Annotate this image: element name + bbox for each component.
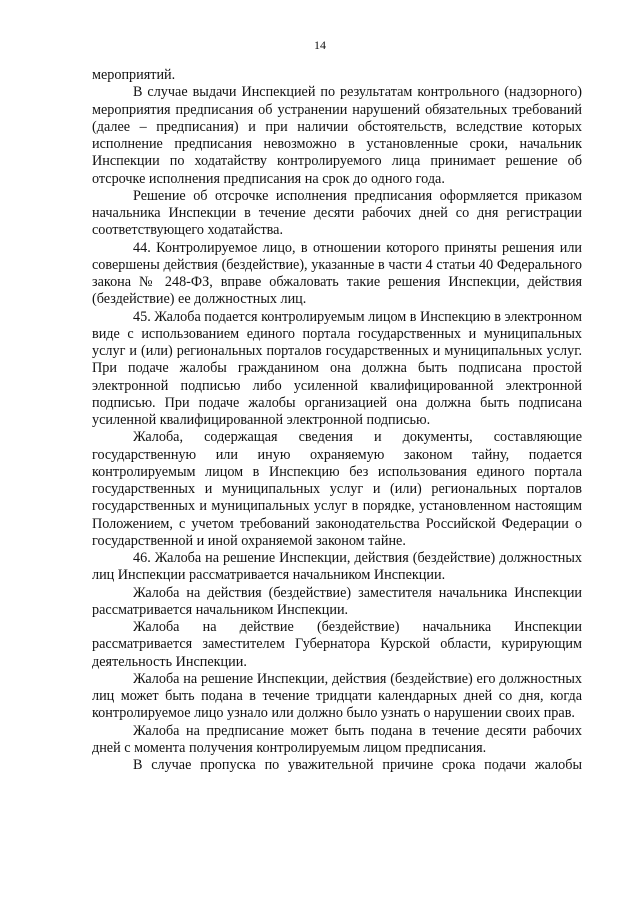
paragraph-prescription-complaint: Жалоба на предписание может быть подана в течение десяти рабочих дней с момента получения контролируемым лицом предписания. bbox=[92, 722, 582, 756]
page-number: 14 bbox=[314, 38, 326, 52]
paragraph-46-complaint-review: 46. Жалоба на решение Инспекции, действия (бездействие) должностных лиц Инспекции рассматривается начальником Инспекции. bbox=[92, 550, 582, 584]
paragraph-deferral-decision: Решение об отсрочке исполнения предписания оформляется приказом начальника Инспекции в течение десяти рабочих дней со дня регистрации соответствующего ходатайства. bbox=[92, 187, 582, 239]
paragraph-complaint-deadline: Жалоба на решение Инспекции, действия (бездействие) его должностных лиц может быть подана в течение тридцати календарных дней со дня, когда контролируемое лицо узнало или должно было узнать о нарушении своих прав. bbox=[92, 670, 582, 722]
paragraph-continuation: мероприятий. bbox=[92, 67, 176, 83]
document-body bbox=[92, 67, 582, 774]
paragraph-secret-complaint: Жалоба, содержащая сведения и документы, составляющие государственную или иную охраняемую законом тайну, подается контролируемым лицом в Инспекцию без использования единого портала государственных и муниципальных услуг и (или) региональных порталов государственных и муниципальных услуг в порядке, установленном настоящим Положением, с учетом требований законодательства Российской Федерации о государственной и иной охраняемой законом тайне. bbox=[92, 429, 582, 549]
paragraph-missed-deadline: В случае пропуска по уважительной причине срока подачи жалобы bbox=[133, 757, 582, 773]
paragraph-44-appeal-right: 44. Контролируемое лицо, в отношении которого приняты решения или совершены действия (бездействие), указанные в части 4 статьи 40 Федерального закона № 248-ФЗ, вправе обжаловать такие решения Инспекции, действия (бездействие) ее должностных лиц. bbox=[92, 239, 582, 308]
paragraph-prescription-deferral: В случае выдачи Инспекцией по результатам контрольного (надзорного) мероприятия предписания об устранении нарушений обязательных требований (далее – предписания) и при наличии обстоятельств, вследствие которых исполнение предписания невозможно в установленные сроки, начальник Инспекции по ходатайству контролируемого лица принимает решение об отсрочке исполнения предписания на срок до одного года. bbox=[92, 84, 582, 187]
paragraph-deputy-complaint: Жалоба на действия (бездействие) заместителя начальника Инспекции рассматривается начальником Инспекции. bbox=[92, 584, 582, 618]
paragraph-head-complaint: Жалоба на действие (бездействие) начальника Инспекции рассматривается заместителем Губернатора Курской области, курирующим деятельность Инспекции. bbox=[92, 619, 582, 670]
paragraph-45-electronic-complaint: 45. Жалоба подается контролируемым лицом в Инспекцию в электронном виде с использованием единого портала государственных и муниципальных услуг и (или) региональных порталов государственных и муниципальных услуг. При подаче жалобы гражданином она должна быть подписана простой электронной подписью либо усиленной квалифицированной электронной подписью. При подаче жалобы организацией она должна быть подписана усиленной квалифицированной электронной подписью. bbox=[92, 308, 582, 428]
